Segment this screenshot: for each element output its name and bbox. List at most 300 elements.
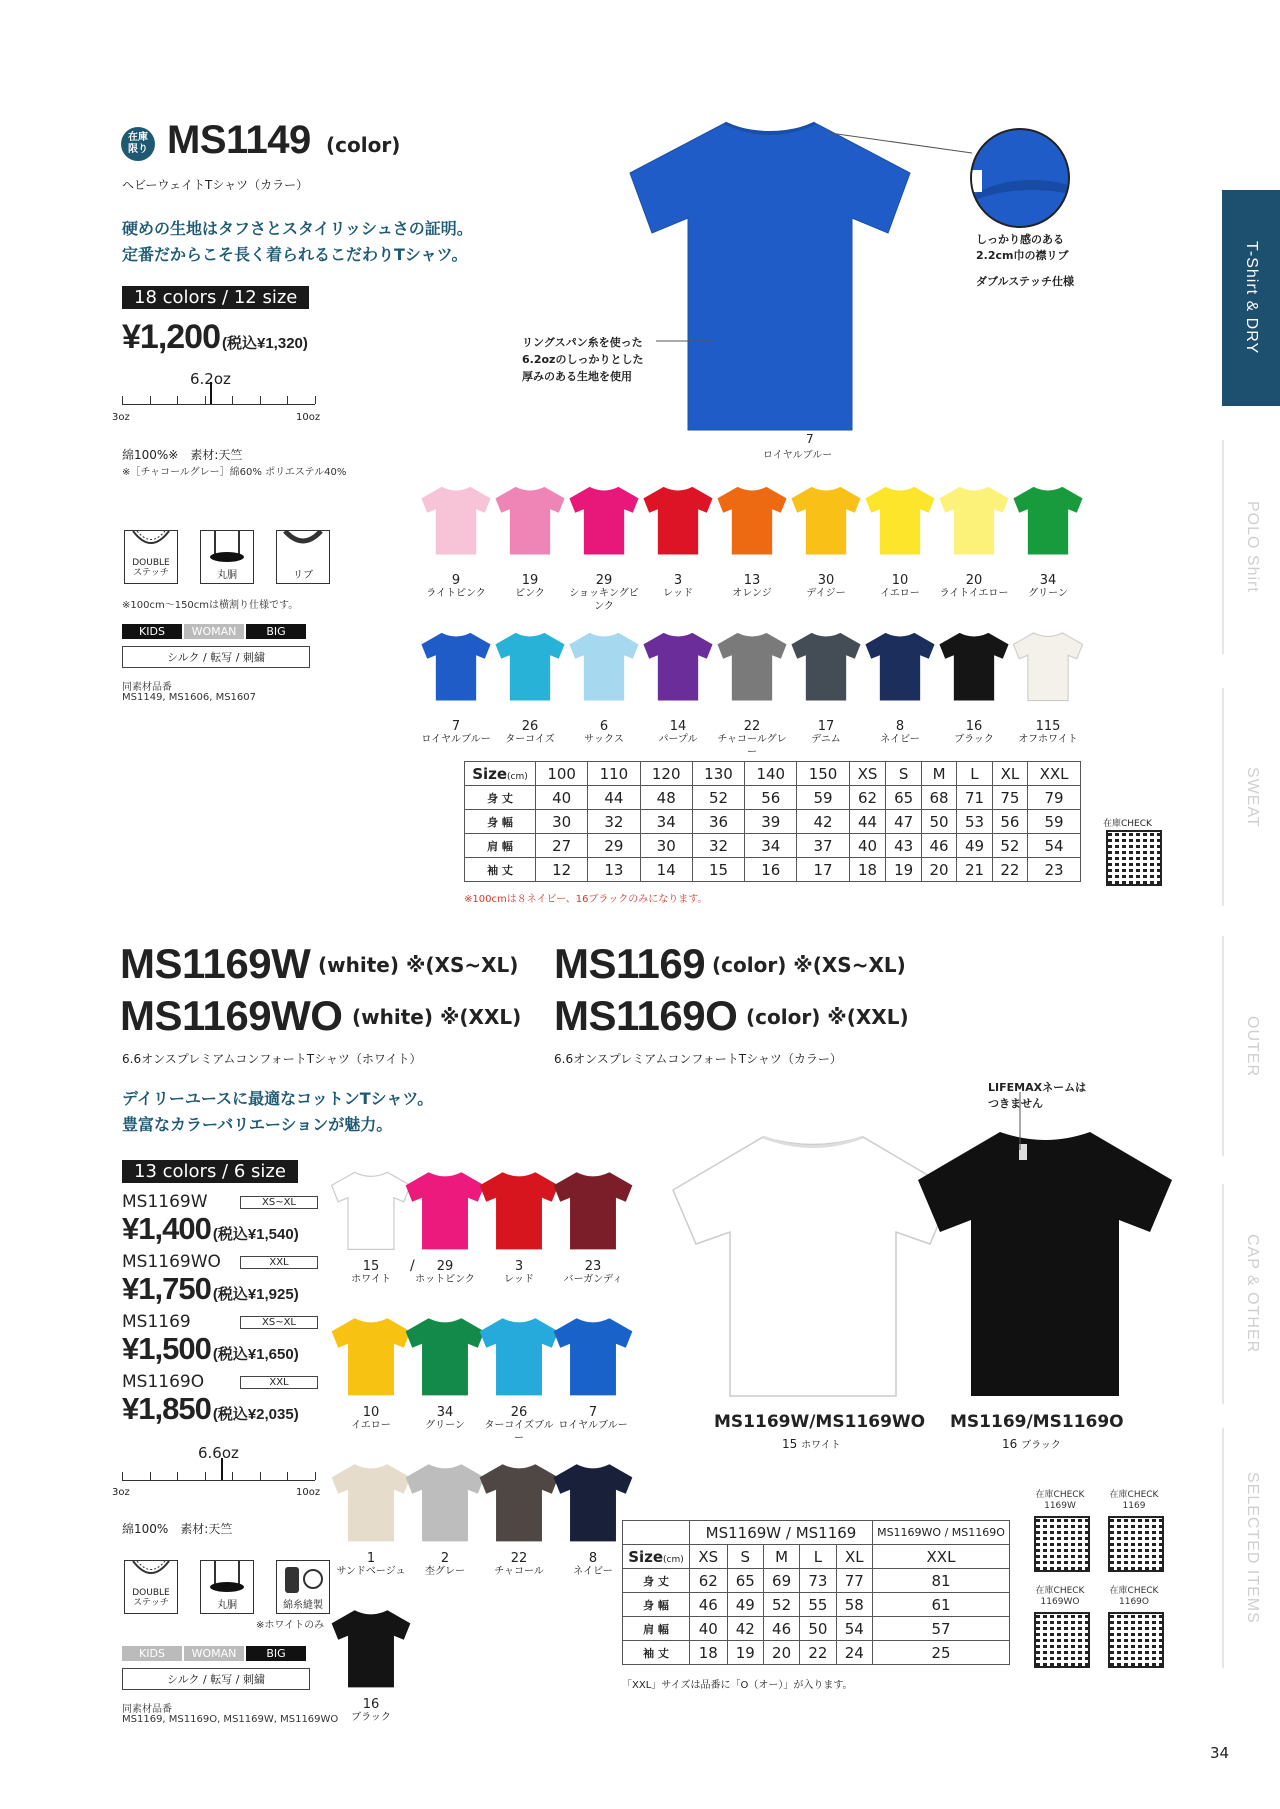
swatch-label: 22 チャコール xyxy=(494,1551,544,1577)
bottom-model-3: MS1169 xyxy=(554,940,706,987)
bottom-price-list xyxy=(122,1192,332,1432)
price-model: MS1169W xyxy=(122,1192,208,1212)
size-col: 130 xyxy=(692,762,744,786)
table-cell: 22 xyxy=(800,1641,836,1665)
bottom-model-2: MS1169WO xyxy=(120,992,343,1039)
scale-tick xyxy=(232,1472,233,1480)
color-swatch xyxy=(482,1456,556,1578)
table-cell: 12 xyxy=(536,858,588,882)
price-value: ¥1,850 (税込¥2,035) xyxy=(122,1391,299,1426)
side-tab-1[interactable] xyxy=(1222,440,1280,654)
color-swatch xyxy=(408,1164,482,1286)
top-size-table xyxy=(464,761,1081,882)
table-cell: 19 xyxy=(727,1641,763,1665)
white-color-label: 15 ホワイト xyxy=(782,1437,841,1451)
price-value: ¥1,500 (税込¥1,650) xyxy=(122,1331,299,1366)
color-swatch xyxy=(716,616,788,759)
table-cell: 17 xyxy=(797,858,849,882)
swatch-label: 7 ロイヤルブルー xyxy=(558,1405,628,1431)
qr-label-1169o: 在庫CHECK 1169O xyxy=(1109,1586,1159,1607)
tshirt-swatch-image xyxy=(568,470,640,574)
tshirt-swatch-image xyxy=(552,1164,634,1260)
color-swatch xyxy=(494,470,566,613)
scale-marker xyxy=(210,382,212,404)
swatch-label: 15 ホワイト xyxy=(351,1259,391,1285)
tshirt-swatch-image xyxy=(478,1456,560,1552)
table-cell: 61 xyxy=(873,1593,1010,1617)
color-swatch xyxy=(482,1310,556,1445)
swatch-label: 26 ターコイズ xyxy=(505,719,555,745)
table-cell: 20 xyxy=(921,858,956,882)
table-cell: 34 xyxy=(745,834,797,858)
bottom-material: 綿100% 素材:天竺 xyxy=(122,1522,233,1536)
swatch-label: 8 ネイビー xyxy=(880,719,920,745)
qr-label-1169: 在庫CHECK 1169 xyxy=(1109,1490,1159,1511)
table-cell: 56 xyxy=(992,810,1027,834)
bottom-spec-icons xyxy=(124,1560,330,1614)
cat-kids: KIDS xyxy=(122,624,182,639)
tshirt-swatch-image xyxy=(494,616,566,720)
name-note: LIFEMAXネームは つきません xyxy=(988,1081,1087,1110)
row-label: 身 丈 xyxy=(623,1569,690,1593)
bottom-scale-line xyxy=(122,1480,315,1481)
table-cell: 50 xyxy=(800,1617,836,1641)
table-row xyxy=(465,786,1081,810)
qr-label-1169w: 在庫CHECK 1169W xyxy=(1035,1490,1085,1511)
top-icon-note: ※100cm〜150cmは横割り仕様です。 xyxy=(122,600,299,611)
table-cell: 73 xyxy=(800,1569,836,1593)
table-cell: 62 xyxy=(690,1569,728,1593)
scale-tick xyxy=(205,1472,206,1480)
cat-woman: WOMAN xyxy=(184,624,244,639)
tshirt-swatch-image xyxy=(404,1164,486,1260)
top-badge: 在庫 限り xyxy=(121,127,155,161)
row-label: 身 幅 xyxy=(465,810,536,834)
scale-tick xyxy=(260,1472,261,1480)
scale-tick xyxy=(150,1472,151,1480)
collar-detail-image xyxy=(970,128,1070,228)
bottom-print-methods: シルク / 転写 / 刺繍 xyxy=(122,1668,310,1690)
swatch-label: 19 ピンク xyxy=(515,573,545,599)
swatch-label: 22 チャコールグレー xyxy=(717,719,787,758)
bottom-subtitle-left: 6.6オンスプレミアムコンフォートTシャツ（ホワイト） xyxy=(122,1052,422,1066)
swatch-label: 6 サックス xyxy=(584,719,624,745)
table-cell: 25 xyxy=(873,1641,1010,1665)
size-col: M xyxy=(763,1545,799,1569)
table-row xyxy=(623,1569,1010,1593)
scale-tick xyxy=(287,1472,288,1480)
qr-code-1169w[interactable] xyxy=(1034,1516,1090,1572)
row-label: 肩 幅 xyxy=(623,1617,690,1641)
table-cell: 65 xyxy=(886,786,921,810)
callout-fabric: リングスパン糸を使った 6.2ozのしっかりとした 厚みのある生地を使用 xyxy=(522,336,644,383)
table-cell: 14 xyxy=(640,858,692,882)
side-tab-label: CAP & OTHER xyxy=(1244,1234,1261,1354)
table-cell: 53 xyxy=(957,810,992,834)
scale-tick xyxy=(232,396,233,404)
swatch-label: 29 ホットピンク xyxy=(415,1259,475,1285)
page-number: 34 xyxy=(1210,1744,1230,1762)
table-cell: 32 xyxy=(588,810,640,834)
bottom-colors-size: 13 colors / 6 size xyxy=(122,1160,298,1183)
tshirt-swatch-image xyxy=(568,616,640,720)
swatch-label: 26 ターコイズブルー xyxy=(484,1405,554,1444)
color-swatch xyxy=(642,470,714,613)
table-cell: 46 xyxy=(921,834,956,858)
callout-collar: しっかり感のある 2.2cm巾の襟リブ xyxy=(976,233,1069,262)
price-entry xyxy=(122,1372,332,1432)
color-swatch xyxy=(1012,470,1084,613)
scale-tick xyxy=(177,1472,178,1480)
tshirt-swatch-image xyxy=(478,1164,560,1260)
row-label: 肩 幅 xyxy=(465,834,536,858)
tshirt-swatch-image xyxy=(1012,470,1084,574)
black-tshirt-image xyxy=(914,1128,1176,1398)
top-color-row-1 xyxy=(420,470,1086,613)
table-cell: 37 xyxy=(797,834,849,858)
top-scale-ticks xyxy=(122,396,315,404)
size-col: XS xyxy=(849,762,886,786)
top-model-variant: (color) xyxy=(326,133,401,157)
top-scale-min: 3oz xyxy=(112,412,130,423)
top-price: ¥1,200 (税込¥1,320) xyxy=(122,318,308,356)
scale-tick xyxy=(315,1472,316,1480)
row-label: 身 丈 xyxy=(465,786,536,810)
side-tab-3[interactable] xyxy=(1222,936,1280,1156)
table-cell: 13 xyxy=(588,858,640,882)
table-cell: 75 xyxy=(992,786,1027,810)
scale-tick xyxy=(177,396,178,404)
swatch-label: 3 レッド xyxy=(504,1259,534,1285)
color-swatch xyxy=(556,1310,630,1432)
bottom-model-3-variant: (color) ※(XS~XL) xyxy=(712,953,906,977)
bottom-model-1-variant: (white) ※(XS~XL) xyxy=(318,953,519,977)
table-row xyxy=(623,1593,1010,1617)
color-swatch xyxy=(334,1456,408,1578)
double-stitch-icon: DOUBLE ステッチ xyxy=(124,530,178,584)
bottom-catch-2: 豊富なカラーバリエーションが魅力。 xyxy=(122,1115,393,1134)
top-material: 綿100%※ 素材:天竺 xyxy=(122,448,243,462)
size-col: L xyxy=(800,1545,836,1569)
table-row xyxy=(623,1641,1010,1665)
tshirt-swatch-image xyxy=(478,1310,560,1406)
size-col: 100 xyxy=(536,762,588,786)
bottom-model-1: MS1169W xyxy=(120,940,311,987)
table-cell: 16 xyxy=(745,858,797,882)
table-cell: 52 xyxy=(763,1593,799,1617)
bottom-scale-min: 3oz xyxy=(112,1487,130,1498)
color-swatch xyxy=(938,470,1010,613)
table-cell: 21 xyxy=(957,858,992,882)
table-cell: 50 xyxy=(921,810,956,834)
color-swatch xyxy=(1012,616,1084,759)
qr-label-1169wo: 在庫CHECK 1169WO xyxy=(1035,1586,1085,1607)
size-col: S xyxy=(727,1545,763,1569)
table-cell: 34 xyxy=(640,810,692,834)
size-col: 120 xyxy=(640,762,692,786)
color-swatch xyxy=(556,1456,630,1578)
tshirt-swatch-image xyxy=(494,470,566,574)
color-swatch xyxy=(642,616,714,759)
xxl-note: 「XXL」サイズは品番に「O（オー）」が入ります。 xyxy=(622,1680,853,1691)
qr-code-1169o[interactable] xyxy=(1108,1612,1164,1668)
rib-icon: リブ xyxy=(276,530,330,584)
scale-tick xyxy=(315,396,316,404)
tubular-body-icon: 丸胴 xyxy=(200,530,254,584)
tshirt-swatch-image xyxy=(404,1456,486,1552)
side-tab-5[interactable] xyxy=(1222,1428,1280,1668)
row-label: 袖 丈 xyxy=(465,858,536,882)
row-label: 身 幅 xyxy=(623,1593,690,1617)
table-cell: 49 xyxy=(957,834,992,858)
bottom-same-items: MS1169, MS1169O, MS1169W, MS1169WO xyxy=(122,1714,339,1725)
table-cell: 29 xyxy=(588,834,640,858)
swatch-label: 34 グリーン xyxy=(425,1405,465,1431)
table-cell: 40 xyxy=(849,834,886,858)
table-cell: 56 xyxy=(745,786,797,810)
swatch-label: 3 レッド xyxy=(663,573,693,599)
table-cell: 24 xyxy=(836,1641,872,1665)
color-swatch xyxy=(482,1164,556,1286)
callout-double-stitch: ダブルステッチ仕様 xyxy=(976,275,1075,288)
side-tab-label: SWEAT xyxy=(1244,766,1261,828)
side-tab-4[interactable] xyxy=(1222,1184,1280,1404)
row-label: 袖 丈 xyxy=(623,1641,690,1665)
bottom-catch-1: デイリーユースに最適なコットンTシャツ。 xyxy=(122,1089,434,1108)
price-range: XXL xyxy=(240,1376,318,1389)
table-cell: 43 xyxy=(886,834,921,858)
color-swatch xyxy=(408,1456,482,1578)
top-category-tags xyxy=(122,624,306,639)
table-cell: 40 xyxy=(536,786,588,810)
table-cell: 46 xyxy=(763,1617,799,1641)
table-row xyxy=(623,1617,1010,1641)
table-cell: 30 xyxy=(536,810,588,834)
color-swatch xyxy=(938,616,1010,759)
price-range: XXL xyxy=(240,1256,318,1269)
color-swatch xyxy=(408,1310,482,1432)
swatch-label: 16 ブラック xyxy=(954,719,994,745)
scale-tick xyxy=(122,396,123,404)
tshirt-swatch-image xyxy=(716,616,788,720)
tshirt-swatch-image xyxy=(938,470,1010,574)
tshirt-swatch-image xyxy=(642,616,714,720)
table-cell: 46 xyxy=(690,1593,728,1617)
table-cell: 59 xyxy=(1028,810,1081,834)
top-qr-label: 在庫CHECK xyxy=(1103,819,1152,829)
bottom-scale-ticks xyxy=(122,1472,315,1480)
swatch-label: 13 オレンジ xyxy=(732,573,772,599)
tshirt-swatch-image xyxy=(552,1310,634,1406)
qr-code-1169wo[interactable] xyxy=(1034,1612,1090,1668)
table-cell: 23 xyxy=(1028,858,1081,882)
top-main-color-num: 7 xyxy=(806,432,814,446)
top-weight: 6.2oz xyxy=(190,370,231,388)
color-swatch xyxy=(556,1164,630,1286)
table-cell: 54 xyxy=(836,1617,872,1641)
table-cell: 59 xyxy=(797,786,849,810)
table-cell: 62 xyxy=(849,786,886,810)
table-cell: 57 xyxy=(873,1617,1010,1641)
price-model: MS1169O xyxy=(122,1372,205,1392)
tshirt-swatch-image xyxy=(420,616,492,720)
swatch-label: 10 イエロー xyxy=(351,1405,391,1431)
table-cell: 18 xyxy=(690,1641,728,1665)
swatch-label: 34 グリーン xyxy=(1028,573,1068,599)
scale-tick xyxy=(205,396,206,404)
side-tab-2[interactable] xyxy=(1222,688,1280,906)
table-cell: 49 xyxy=(727,1593,763,1617)
top-print-methods: シルク / 転写 / 刺繍 xyxy=(122,646,310,668)
table-cell: 69 xyxy=(763,1569,799,1593)
cat-woman: WOMAN xyxy=(184,1646,244,1661)
table-cell: 19 xyxy=(886,858,921,882)
size-col: XXL xyxy=(1028,762,1081,786)
cotton-thread-icon: 綿糸縫製 xyxy=(276,1560,330,1614)
bottom-same-title: 同素材品番 xyxy=(122,1704,172,1715)
top-size-note: ※100cmは８ネイビー、16ブラックのみになります。 xyxy=(464,894,708,905)
color-swatch xyxy=(334,1164,408,1286)
swatch-label: 7 ロイヤルブルー xyxy=(421,719,491,745)
color-swatch xyxy=(334,1602,408,1724)
table-cell: 40 xyxy=(690,1617,728,1641)
size-col: XL xyxy=(836,1545,872,1569)
bottom-icon-note: ※ホワイトのみ xyxy=(256,1620,325,1631)
bottom-size-table xyxy=(622,1520,1010,1665)
price-range: XS~XL xyxy=(240,1196,318,1209)
price-entry xyxy=(122,1312,332,1372)
color-swatch xyxy=(790,616,862,759)
tshirt-swatch-image xyxy=(420,470,492,574)
swatch-label: 9 ライトピンク xyxy=(426,573,486,599)
top-same-title: 同素材品番 xyxy=(122,682,172,693)
table-cell: 52 xyxy=(692,786,744,810)
table-cell: 81 xyxy=(873,1569,1010,1593)
table-cell: 54 xyxy=(1028,834,1081,858)
color-swatch xyxy=(494,616,566,759)
white-model-label: MS1169W/MS1169WO xyxy=(714,1412,926,1432)
tshirt-swatch-image xyxy=(790,470,862,574)
table-cell: 15 xyxy=(692,858,744,882)
top-catch-2: 定番だからこそ長く着られるこだわりTシャツ。 xyxy=(122,245,468,264)
side-tab-label: OUTER xyxy=(1244,1015,1261,1077)
swatch-label: 29 ショッキングピンク xyxy=(569,573,639,612)
table-cell: 39 xyxy=(745,810,797,834)
bottom-subtitle-right: 6.6オンスプレミアムコンフォートTシャツ（カラー） xyxy=(554,1052,842,1066)
side-tab-label: POLO Shirt xyxy=(1244,501,1261,593)
top-scale-line xyxy=(122,404,315,405)
color-swatch xyxy=(420,470,492,613)
size-col: S xyxy=(886,762,921,786)
double-stitch-icon: DOUBLE ステッチ xyxy=(124,1560,178,1614)
side-tab-label: SELECTED ITEMS xyxy=(1244,1472,1261,1624)
side-tab-0[interactable] xyxy=(1222,190,1280,406)
swatch-label: 30 デイジー xyxy=(806,573,846,599)
table-cell: 71 xyxy=(957,786,992,810)
top-color-row-2 xyxy=(420,616,1086,759)
table-cell: 22 xyxy=(992,858,1027,882)
cat-big: BIG xyxy=(246,624,306,639)
size-header: Size(cm) xyxy=(465,762,536,786)
top-main-color-name: ロイヤルブルー xyxy=(763,450,833,461)
color-swatch xyxy=(864,470,936,613)
top-material-note: ※［チャコールグレー］綿60% ポリエステル40% xyxy=(122,467,347,478)
bottom-weight: 6.6oz xyxy=(198,1444,239,1462)
black-color-label: 16 ブラック xyxy=(1002,1437,1061,1451)
size-col: XS xyxy=(690,1545,728,1569)
size-header: Size(cm) xyxy=(623,1545,690,1569)
table-cell: 48 xyxy=(640,786,692,810)
tshirt-swatch-image xyxy=(864,470,936,574)
tshirt-swatch-image xyxy=(790,616,862,720)
tshirt-swatch-image xyxy=(864,616,936,720)
tshirt-swatch-image xyxy=(330,1456,412,1552)
price-range: XS~XL xyxy=(240,1316,318,1329)
swatch-label: 10 イエロー xyxy=(880,573,920,599)
table-cell: 36 xyxy=(692,810,744,834)
group-header-1: MS1169W / MS1169 xyxy=(690,1521,873,1545)
table-cell: 55 xyxy=(800,1593,836,1617)
table-cell: 42 xyxy=(797,810,849,834)
table-cell: 77 xyxy=(836,1569,872,1593)
table-cell: 42 xyxy=(727,1617,763,1641)
tshirt-swatch-image xyxy=(1012,616,1084,720)
price-entry xyxy=(122,1252,332,1312)
color-swatch xyxy=(568,470,640,613)
size-col: M xyxy=(921,762,956,786)
group-header-2: MS1169WO / MS1169O xyxy=(873,1521,1010,1545)
price-value: ¥1,750 (税込¥1,925) xyxy=(122,1271,299,1306)
bottom-model-2-variant: (white) ※(XXL) xyxy=(352,1005,522,1029)
swatch-label: 2 杢グレー xyxy=(425,1551,465,1577)
swatch-label: 115 オフホワイト xyxy=(1018,719,1078,745)
qr-code-1169[interactable] xyxy=(1108,1516,1164,1572)
size-col: 110 xyxy=(588,762,640,786)
bottom-category-tags xyxy=(122,1646,306,1661)
tshirt-swatch-image xyxy=(938,616,1010,720)
tshirt-swatch-image xyxy=(716,470,788,574)
table-cell: 18 xyxy=(849,858,886,882)
side-tab-label: T-Shirt & DRY xyxy=(1243,241,1260,355)
cat-big: BIG xyxy=(246,1646,306,1661)
tubular-body-icon: 丸胴 xyxy=(200,1560,254,1614)
corner-cell xyxy=(623,1521,690,1545)
size-col: L xyxy=(957,762,992,786)
color-swatch xyxy=(420,616,492,759)
size-col: XXL xyxy=(873,1545,1010,1569)
top-main-tshirt-image xyxy=(620,118,920,433)
tshirt-swatch-image xyxy=(330,1310,412,1406)
table-cell: 44 xyxy=(588,786,640,810)
swatch-label: 17 デニム xyxy=(811,719,841,745)
top-qr-code[interactable] xyxy=(1106,830,1162,886)
table-cell: 32 xyxy=(692,834,744,858)
scale-tick xyxy=(260,396,261,404)
top-colors-size: 18 colors / 12 size xyxy=(122,286,309,309)
swatch-label: 23 バーガンディ xyxy=(563,1259,623,1285)
size-col: 140 xyxy=(745,762,797,786)
table-cell: 20 xyxy=(763,1641,799,1665)
scale-tick xyxy=(287,396,288,404)
tshirt-swatch-image xyxy=(642,470,714,574)
top-model-title: MS1149 xyxy=(167,118,311,162)
color-swatch xyxy=(790,470,862,613)
table-cell: 27 xyxy=(536,834,588,858)
top-spec-icons xyxy=(124,530,330,584)
fabric-pointer-line xyxy=(656,338,716,344)
collar-pointer-line xyxy=(830,128,980,158)
size-col: XL xyxy=(992,762,1027,786)
